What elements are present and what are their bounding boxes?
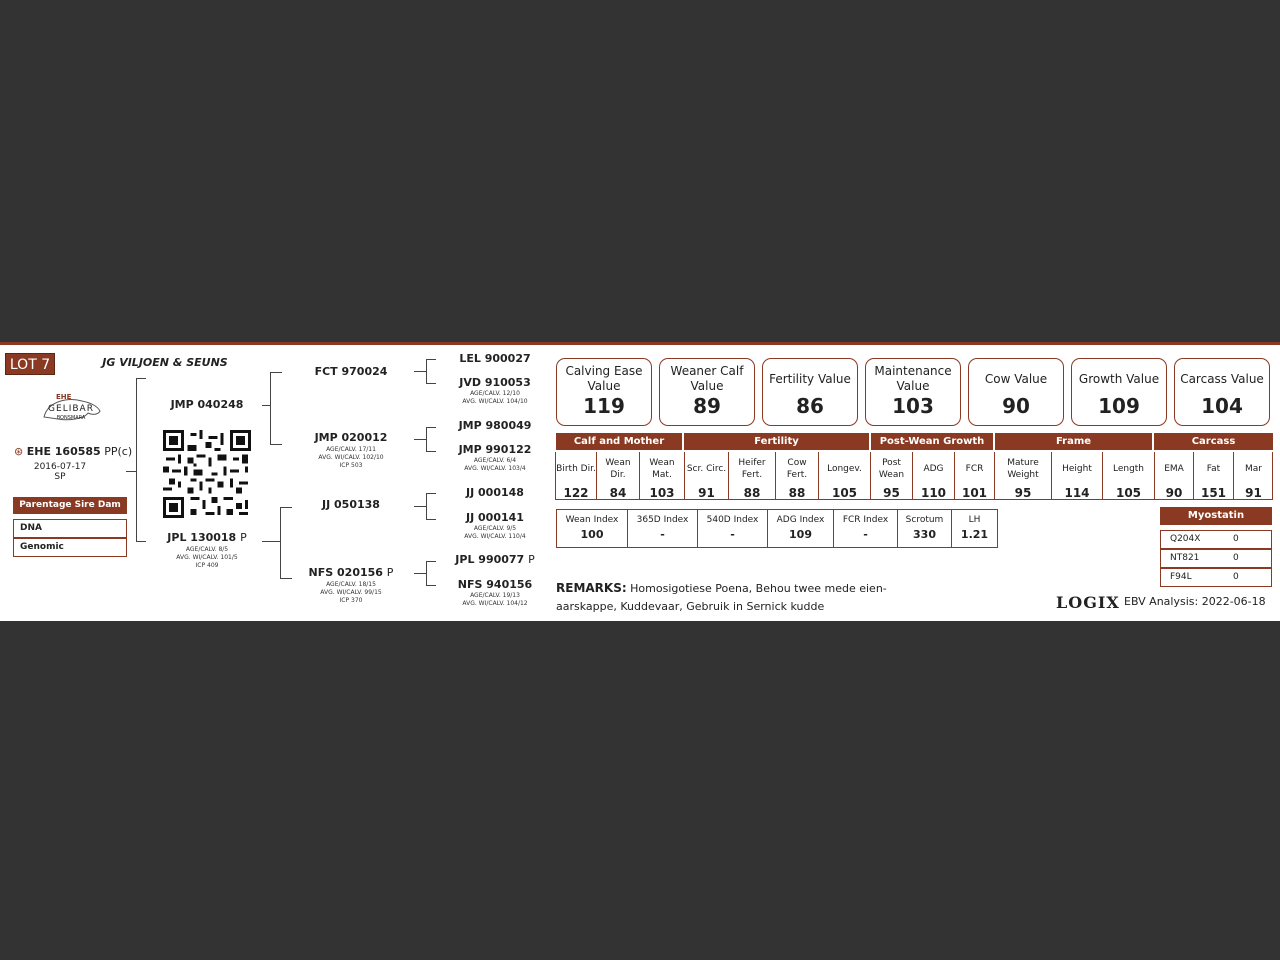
great-grandparent-age: AGE/CALV. 6/4 <box>473 457 517 464</box>
parentage-genomic: Genomic <box>13 538 127 557</box>
myostatin-marker: Q204X <box>1170 534 1201 544</box>
great-grandparent-age: AGE/CALV. 12/10 <box>470 390 520 397</box>
trait-label: Length <box>1112 464 1145 474</box>
trait-label: Height <box>1062 464 1092 474</box>
grandparent <box>296 498 406 511</box>
value-label: Cow Value <box>984 371 1048 386</box>
sire-id: JMP 040248 <box>170 398 244 411</box>
index-label: ADG Index <box>776 515 825 525</box>
value-number: 86 <box>796 394 824 418</box>
trait-label: Birth Dir. <box>556 464 596 474</box>
trait-value: 90 <box>1165 486 1183 500</box>
value-label: Growth Value <box>1078 371 1160 386</box>
value-box-growth <box>1071 358 1167 426</box>
group-carcass: Carcass <box>1154 433 1273 450</box>
myostatin-row <box>1160 530 1272 549</box>
value-number: 119 <box>583 394 625 418</box>
animal-code: SP <box>54 472 66 482</box>
great-grandparent-id: JPL 990077 <box>455 553 525 566</box>
myostatin-value: 0 <box>1233 553 1239 563</box>
trait-cell <box>954 452 994 500</box>
great-grandparent-avg: AVG. WI/CALV. 103/4 <box>464 465 526 472</box>
great-grandparent-age: AGE/CALV. 19/13 <box>470 592 520 599</box>
trait-value: 91 <box>698 486 715 500</box>
grandparent-id: JJ 050138 <box>322 498 380 511</box>
myostatin-header: Myostatin <box>1160 507 1272 525</box>
group-calf-and-mother: Calf and Mother <box>556 433 682 450</box>
trait-cell <box>1193 452 1233 500</box>
lot-card <box>0 342 1280 621</box>
trait-value: 105 <box>831 486 858 500</box>
grandparent-suffix: P <box>386 566 394 579</box>
myostatin-row <box>1160 568 1272 587</box>
index-value: 100 <box>580 528 604 541</box>
index-label: 365D Index <box>636 515 689 525</box>
dam-icp: ICP 409 <box>195 562 219 569</box>
value-number: 89 <box>693 394 721 418</box>
logo-sub: BONSMARA <box>56 415 86 421</box>
great-grandparent-age: AGE/CALV. 9/5 <box>473 525 517 532</box>
trait-cell <box>870 452 912 500</box>
index-cell <box>898 510 952 547</box>
value-number: 103 <box>892 394 934 418</box>
great-grandparent <box>440 443 550 473</box>
great-grandparent-id: LEL 900027 <box>459 352 531 365</box>
gelibar-logo <box>38 393 104 427</box>
myostatin-value: 0 <box>1233 534 1239 544</box>
index-value: 330 <box>913 528 936 541</box>
index-value: - <box>863 528 868 541</box>
index-cell <box>557 510 628 547</box>
dam-id-line <box>152 531 262 544</box>
dam-suffix: P <box>240 531 247 544</box>
trait-value: 103 <box>649 486 675 500</box>
index-label: Wean Index <box>565 515 619 525</box>
trait-value: 88 <box>743 486 761 500</box>
value-label: Calving Ease Value <box>565 364 643 393</box>
great-grandparent-id: NFS 940156 <box>457 578 533 591</box>
value-label: Carcass Value <box>1180 371 1264 386</box>
trait-label: Post Wean <box>878 458 905 480</box>
trait-cell <box>1051 452 1102 500</box>
value-number: 104 <box>1201 394 1243 418</box>
great-grandparent <box>440 419 550 432</box>
trait-value: 105 <box>1115 486 1142 500</box>
trait-cell <box>556 452 596 500</box>
trait-cell <box>994 452 1051 500</box>
ebv-analysis-date: EBV Analysis: 2022-06-18 <box>1124 595 1266 608</box>
dam-age: AGE/CALV. 8/5 <box>185 546 229 553</box>
group-post-wean-growth: Post-Wean Growth <box>871 433 993 450</box>
grandparent-id: NFS 020156 <box>308 566 383 579</box>
trait-label: EMA <box>1164 464 1184 474</box>
great-grandparent-suffix: P <box>528 553 535 566</box>
myostatin-marker: F94L <box>1170 572 1192 582</box>
logo-top-text: EHE <box>56 393 72 401</box>
dam-avg: AVG. WI/CALV. 101/5 <box>176 554 238 561</box>
brand-mark-icon: ⊛ <box>14 445 24 458</box>
value-number: 90 <box>1002 394 1030 418</box>
grandparent <box>296 431 406 470</box>
value-box-maintenance <box>865 358 961 426</box>
trait-cell <box>1102 452 1154 500</box>
breeder-name: JG VILJOEN & SEUNS <box>102 356 228 369</box>
index-value: - <box>730 528 735 541</box>
animal-birth-date: 2016-07-17 <box>33 462 87 472</box>
group-frame: Frame <box>995 433 1152 450</box>
animal-block <box>14 445 133 482</box>
trait-cell <box>728 452 775 500</box>
qr-code[interactable] <box>163 430 251 518</box>
great-grandparent-id: JJ 000141 <box>466 511 524 524</box>
trait-value: 101 <box>961 486 988 500</box>
trait-value: 151 <box>1200 486 1227 500</box>
great-grandparent <box>440 486 550 499</box>
value-label: Weaner Calf Value <box>670 364 744 393</box>
grandparent-age: AGE/CALV. 18/15 <box>326 581 376 588</box>
great-grandparent-avg: AVG. WI/CALV. 110/4 <box>464 533 526 540</box>
myostatin-value: 0 <box>1233 572 1239 582</box>
trait-value: 110 <box>920 486 947 500</box>
index-label: LH <box>968 515 981 525</box>
value-box-fertility <box>762 358 858 426</box>
value-box-weaner-calf <box>659 358 755 426</box>
trait-cell <box>684 452 728 500</box>
grandparent-avg: AVG. WI/CALV. 102/10 <box>318 454 384 461</box>
value-box-calving-ease <box>556 358 652 426</box>
trait-label: Scr. Circ. <box>686 464 727 474</box>
index-value: 1.21 <box>960 528 989 541</box>
great-grandparent-id: JMP 990122 <box>458 443 532 456</box>
great-grandparent-id: JVD 910053 <box>459 376 531 389</box>
value-number: 109 <box>1098 394 1140 418</box>
value-label: Maintenance Value <box>874 364 952 393</box>
great-grandparent-avg: AVG. WI/CALV. 104/12 <box>462 600 528 607</box>
index-cell <box>768 510 834 547</box>
trait-value: 88 <box>788 486 806 500</box>
remarks-text: Homosigotiese Poena, Behou twee mede eien-aarskappe, Kuddevaar, Gebruik in Sernick kudde <box>556 582 887 613</box>
trait-label: Wean Dir. <box>605 458 631 480</box>
trait-label: Mature Weight <box>1007 458 1039 480</box>
great-grandparent-avg: AVG. WI/CALV. 104/10 <box>462 398 528 405</box>
trait-value: 95 <box>883 486 900 500</box>
animal-suffix: PP(c) <box>104 445 133 458</box>
value-box-carcass <box>1174 358 1270 426</box>
value-box-cow <box>968 358 1064 426</box>
index-value: - <box>660 528 665 541</box>
trait-label: Heifer Fert. <box>738 458 766 480</box>
trait-value: 91 <box>1245 486 1262 500</box>
parentage-header: Parentage Sire Dam <box>13 497 127 514</box>
grandparent-icp: ICP 370 <box>339 597 363 604</box>
index-cell <box>834 510 898 547</box>
dam-id: JPL 130018 <box>167 531 237 544</box>
myostatin-row <box>1160 549 1272 568</box>
group-fertility: Fertility <box>684 433 869 450</box>
great-grandparent <box>440 352 550 365</box>
lot-badge: LOT 7 <box>5 353 55 375</box>
value-label: Fertility Value <box>769 371 851 386</box>
trait-cell <box>912 452 954 500</box>
trait-value: 95 <box>1014 486 1032 500</box>
grandparent-avg: AVG. WI/CALV. 99/15 <box>320 589 382 596</box>
trait-label: Wean Mat. <box>649 458 675 480</box>
animal-id: EHE 160585 <box>26 445 101 458</box>
index-cell <box>952 510 997 547</box>
index-value: 109 <box>789 528 812 541</box>
grandparent-age: AGE/CALV. 17/11 <box>326 446 376 453</box>
trait-label: ADG <box>923 464 944 474</box>
myostatin-marker: NT821 <box>1170 553 1200 563</box>
index-label: Scrotum <box>905 515 944 525</box>
trait-label: Mar <box>1245 464 1262 474</box>
trait-cell <box>1154 452 1193 500</box>
trait-cell <box>1233 452 1273 500</box>
dam-block <box>152 531 262 570</box>
great-grandparent-id: JJ 000148 <box>466 486 524 499</box>
trait-value: 114 <box>1064 486 1090 500</box>
logo-name: GELIBAR <box>48 404 94 414</box>
remarks <box>556 579 916 616</box>
remarks-label: REMARKS: <box>556 581 627 595</box>
logix-logo: LOGIX <box>1056 593 1120 612</box>
trait-value: 84 <box>609 486 627 500</box>
great-grandparent <box>440 578 550 608</box>
great-grandparent <box>440 376 550 406</box>
index-label: FCR Index <box>842 515 889 525</box>
trait-label: FCR <box>965 464 984 474</box>
trait-cell <box>818 452 870 500</box>
trait-value: 122 <box>563 486 589 500</box>
grandparent <box>296 365 406 378</box>
trait-label: Longev. <box>827 464 862 474</box>
great-grandparent <box>440 511 550 541</box>
index-label: 540D Index <box>706 515 759 525</box>
trait-cell <box>639 452 684 500</box>
grandparent <box>296 566 406 605</box>
great-grandparent <box>440 553 550 566</box>
trait-label: Cow Fert. <box>786 458 808 480</box>
trait-cell <box>775 452 818 500</box>
index-cell <box>628 510 698 547</box>
index-cell <box>698 510 768 547</box>
animal-id-line <box>14 445 133 458</box>
parentage-dna: DNA <box>13 519 127 538</box>
trait-label: Fat <box>1206 464 1221 474</box>
great-grandparent-id: JMP 980049 <box>458 419 532 432</box>
grandparent-id: JMP 020012 <box>314 431 388 444</box>
grandparent-icp: ICP 503 <box>339 462 363 469</box>
trait-cell <box>596 452 639 500</box>
grandparent-id: FCT 970024 <box>314 365 388 378</box>
